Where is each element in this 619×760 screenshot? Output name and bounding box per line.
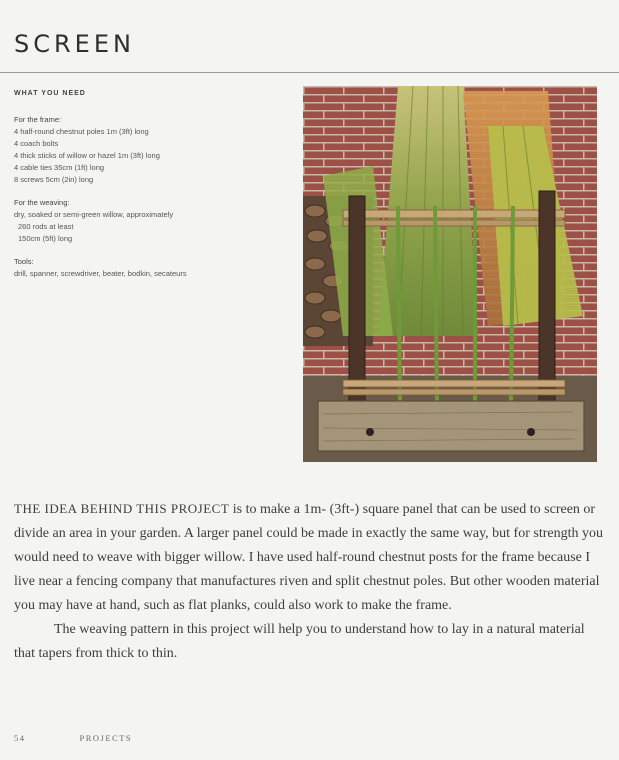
page-footer [14, 733, 132, 743]
weaving-title: For the weaving: [14, 198, 70, 207]
intro-paragraph-2: The weaving pattern in this project will help you to understand how to lay in a natural material that tapers from thick to thin. [14, 622, 585, 661]
list-item: drill, spanner, screwdriver, beater, bodkin, secateurs [14, 269, 187, 278]
list-item: 4 thick sticks of willow or hazel 1m (3ft) long [14, 151, 160, 160]
materials-list [14, 88, 284, 291]
list-item: 4 cable ties 35cm (1ft) long [14, 163, 105, 172]
lead-in: THE IDEA BEHIND THIS PROJECT [14, 501, 230, 516]
frame-title: For the frame: [14, 115, 62, 124]
list-item: 150cm (5ft) long [18, 234, 73, 243]
materials-heading: WHAT YOU NEED [14, 90, 86, 97]
intro-paragraph-1-body: is to make a 1m- (3ft-) square panel that can be used to screen or divide an area in your garden. A larger panel could be made in exactly the same way, but for strength you would need to weave with bigger willow. I have used half-round chestnut posts for the frame because I live near a fencing company that manufactures riven and split chestnut poles. But other wooden material you may have at hand, such as flat planks, could also work to make the frame. [14, 502, 603, 613]
tools-group [14, 256, 284, 280]
photo-illustration [303, 86, 597, 462]
list-item: dry, soaked or semi-green willow, approximately [14, 210, 174, 219]
intro-paragraph-1 [14, 497, 606, 618]
list-item: 4 half-round chestnut poles 1m (3ft) long [14, 127, 149, 136]
intro-text [14, 497, 606, 666]
list-item: 260 rods at least [18, 222, 74, 231]
list-item: 4 coach bolts [14, 139, 59, 148]
frame-group [14, 114, 284, 186]
weaving-group [14, 197, 284, 245]
tools-title: Tools: [14, 257, 34, 266]
list-item: 8 screws 5cm (2in) long [14, 175, 94, 184]
page-title: SCREEN [14, 30, 135, 58]
page-number: 54 [14, 733, 26, 743]
willow-screen-photo [303, 86, 597, 462]
title-rule [0, 72, 619, 73]
section-name: PROJECTS [79, 733, 133, 743]
